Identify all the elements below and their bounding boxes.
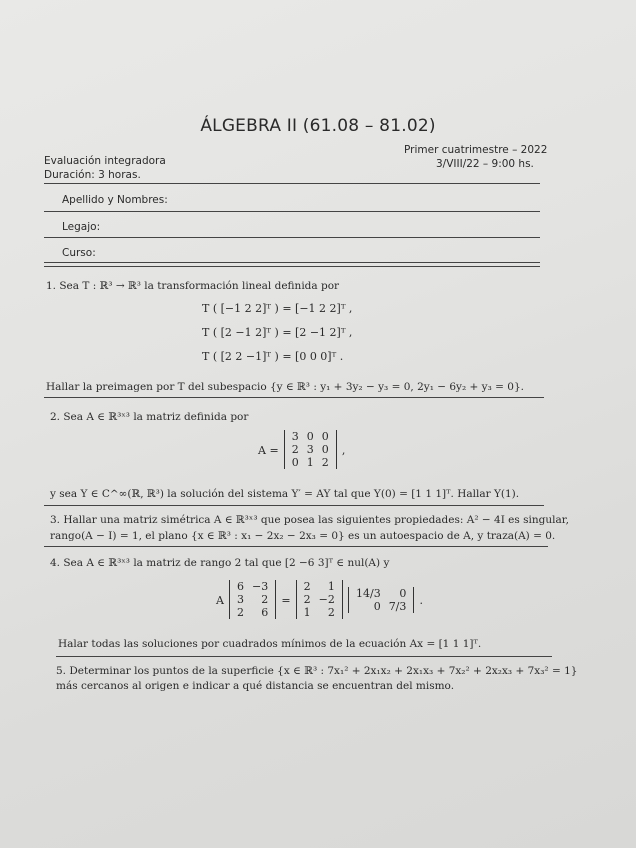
q1-intro: 1. Sea T : ℝ³ → ℝ³ la transformación lineal definida por <box>46 280 340 292</box>
name-field-label: Apellido y Nombres: <box>62 194 168 206</box>
q2-matrix-entry: 0 <box>291 456 299 469</box>
exam-title: ÁLGEBRA II (61.08 – 81.02) <box>200 116 436 136</box>
q4-matrix-2-entry: 2 <box>303 593 311 606</box>
q3-line-2: rango(A − I) = 1, el plano {x ∈ ℝ³ : x₁ − 2x₂ − 2x₃ = 0} es un autoespacio de A, y traza(A) = 0. <box>50 530 556 542</box>
q4-intro: 4. Sea A ∈ ℝ³ˣ³ la matriz de rango 2 tal que [2 −6 3]ᵀ ∈ nul(A) y <box>50 557 390 569</box>
name-field-line[interactable] <box>44 211 540 212</box>
q4-tail: . <box>419 594 423 607</box>
q2-matrix-equation <box>258 430 345 469</box>
q4-matrix-2 <box>296 580 343 619</box>
q4-matrix-2-entry: −2 <box>318 593 335 606</box>
curso-field-label: Curso: <box>62 247 96 259</box>
q4-matrix-1-entry: 6 <box>237 580 245 593</box>
q4-matrix-3-entry: 14/3 <box>355 586 381 600</box>
q4-matrix-1-entry: 2 <box>261 593 269 606</box>
q3-rule <box>44 546 548 547</box>
legajo-field-label: Legajo: <box>62 221 101 233</box>
q2-matrix-entry: 0 <box>321 443 329 456</box>
q2-lhs: A = <box>258 444 279 457</box>
q2-matrix-entry: 1 <box>306 456 314 469</box>
term: Primer cuatrimestre – 2022 <box>404 144 548 156</box>
q2-question: y sea Y ∈ C^∞(ℝ, ℝ³) la solución del sistema Y′ = AY tal que Y(0) = [1 1 1]ᵀ. Hallar Y(1). <box>50 488 520 500</box>
evaluation-type: Evaluación integradora <box>44 155 166 167</box>
q4-matrix-1-entry: 6 <box>261 606 269 619</box>
q2-matrix-entry: 0 <box>306 430 314 443</box>
q2-matrix-entry: 0 <box>321 430 329 443</box>
q4-question: Halar todas las soluciones por cuadrados mínimos de la ecuación Ax = [1 1 1]ᵀ. <box>58 638 482 650</box>
q4-rule <box>56 656 552 657</box>
duration: Duración: 3 horas. <box>44 169 141 181</box>
q4-matrix-2-entry: 1 <box>303 606 311 619</box>
q4-matrix-3 <box>348 587 414 613</box>
q2-tail: , <box>341 444 346 457</box>
header-rule <box>44 183 540 184</box>
q5-line-2: más cercanos al origen e indicar a qué distancia se encuentran del mismo. <box>56 680 455 692</box>
q2-matrix <box>284 430 337 469</box>
q2-matrix-entry: 3 <box>306 443 314 456</box>
q4-matrix-a: A <box>216 594 224 607</box>
q2-matrix-entry: 2 <box>291 443 299 456</box>
q1-equation-1: T ( [−1 2 2]ᵀ ) = [−1 2 2]ᵀ , <box>202 302 353 315</box>
q2-rule <box>44 505 544 506</box>
q4-matrix-1-entry: 2 <box>237 606 245 619</box>
q4-matrix-1 <box>229 580 276 619</box>
q1-equation-3: T ( [2 2 −1]ᵀ ) = [0 0 0]ᵀ . <box>202 350 344 363</box>
q4-matrix-1-entry: −3 <box>252 580 269 593</box>
q4-matrix-2-entry: 1 <box>327 580 335 593</box>
q4-factorization <box>216 580 423 619</box>
q4-matrix-3-entry: 7/3 <box>388 599 407 613</box>
q4-matrix-3-entry: 0 <box>373 599 381 613</box>
q2-matrix-entry: 3 <box>291 430 299 443</box>
q4-matrix-3-entry: 0 <box>399 586 407 600</box>
q2-matrix-entry: 2 <box>321 456 329 469</box>
legajo-field-line[interactable] <box>44 237 540 238</box>
curso-field-line[interactable] <box>44 262 540 263</box>
q1-equation-2: T ( [2 −1 2]ᵀ ) = [2 −1 2]ᵀ , <box>202 326 353 339</box>
q1-question: Hallar la preimagen por T del subespacio {y ∈ ℝ³ : y₁ + 3y₂ − y₃ = 0, 2y₁ − 6y₂ + y₃ = 0}. <box>46 381 524 393</box>
q4-matrix-2-entry: 2 <box>327 606 335 619</box>
q4-matrix-1-entry: 3 <box>237 593 245 606</box>
q5-line-1: 5. Determinar los puntos de la superficie {x ∈ ℝ³ : 7x₁² + 2x₁x₂ + 2x₁x₃ + 7x₂² + 2x₂x₃ + 7x₃² = 1} <box>56 665 578 677</box>
q3-line-1: 3. Hallar una matriz simétrica A ∈ ℝ³ˣ³ que posea las siguientes propiedades: A² − 4I es singular, <box>50 514 569 526</box>
double-rule <box>44 266 540 267</box>
q4-matrix-2-entry: 2 <box>303 580 311 593</box>
q4-equals: = <box>281 594 291 607</box>
exam-date: 3/VIII/22 – 9:00 hs. <box>436 158 534 170</box>
q2-intro: 2. Sea A ∈ ℝ³ˣ³ la matriz definida por <box>50 411 249 423</box>
q1-rule <box>44 397 544 398</box>
